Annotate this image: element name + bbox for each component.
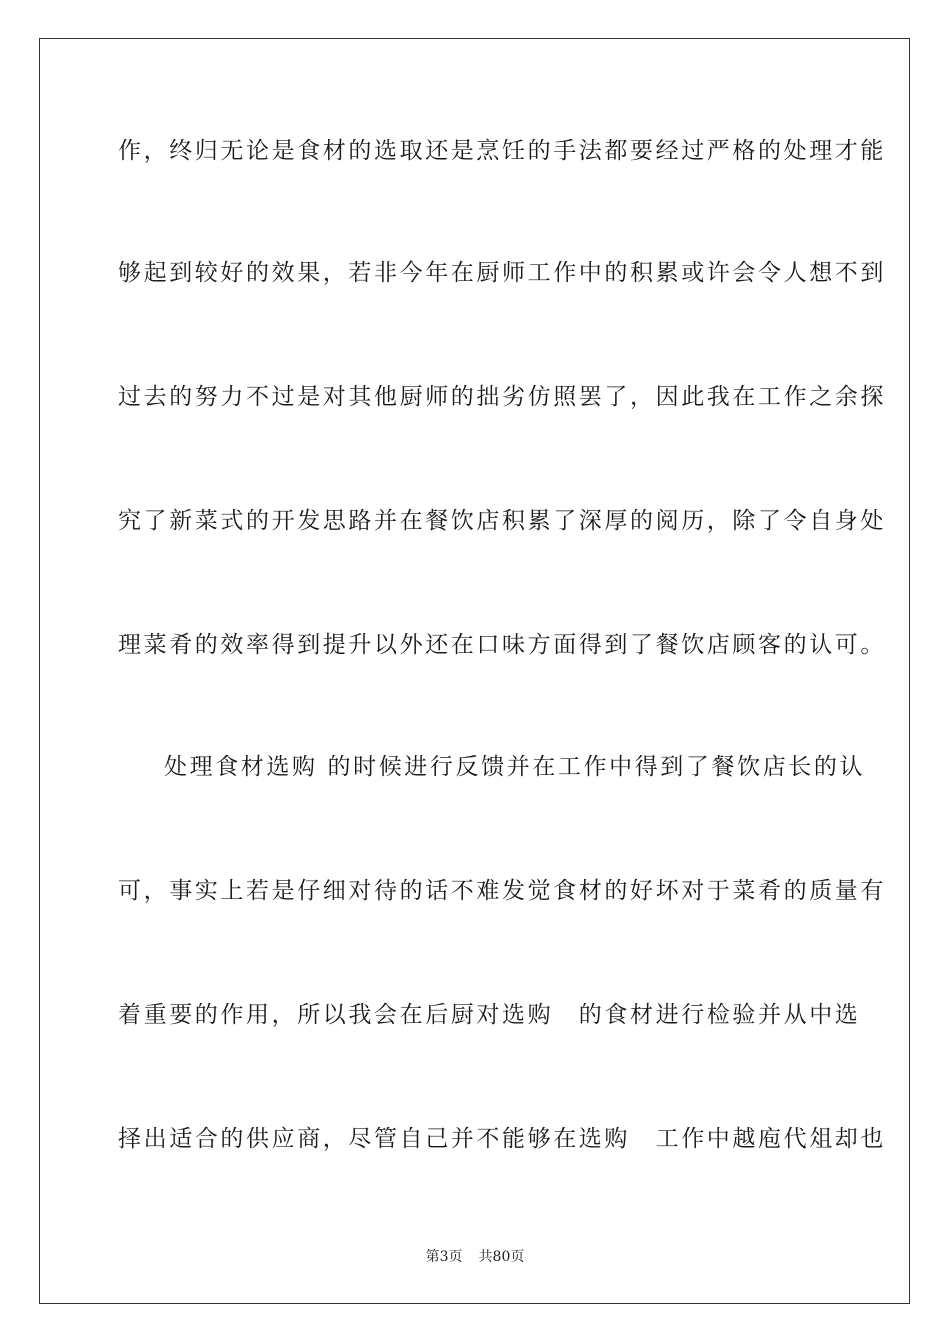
page-total: 共80页 <box>478 1249 525 1265</box>
page-number: 第3页 <box>425 1249 463 1265</box>
body-text-line: 可，事实上若是仔细对待的话不难发觉食材的好坏对于菜肴的质量有 <box>118 878 886 904</box>
page-border <box>39 38 910 1304</box>
body-text-line: 择出适合的供应商，尽管自己并不能够在选购 工作中越庖代俎却也 <box>118 1126 886 1152</box>
body-text-line: 着重要的作用，所以我会在后厨对选购 的食材进行检验并从中选 <box>118 1002 861 1028</box>
body-text-line: 过去的努力不过是对其他厨师的拙劣仿照罢了，因此我在工作之余探 <box>118 384 886 410</box>
body-text-line: 理菜肴的效率得到提升以外还在口味方面得到了餐饮店顾客的认可。 <box>118 632 886 658</box>
page-footer <box>0 1248 950 1266</box>
body-text-line: 究了新菜式的开发思路并在餐饮店积累了深厚的阅历，除了令自身处 <box>118 508 886 534</box>
body-text-line: 够起到较好的效果，若非今年在厨师工作中的积累或许会令人想不到 <box>118 260 886 286</box>
body-text-line: 作，终归无论是食材的选取还是烹饪的手法都要经过严格的处理才能 <box>118 138 886 164</box>
paragraph-first-line: 处理食材选购 的时候进行反馈并在工作中得到了餐饮店长的认 <box>164 754 866 780</box>
